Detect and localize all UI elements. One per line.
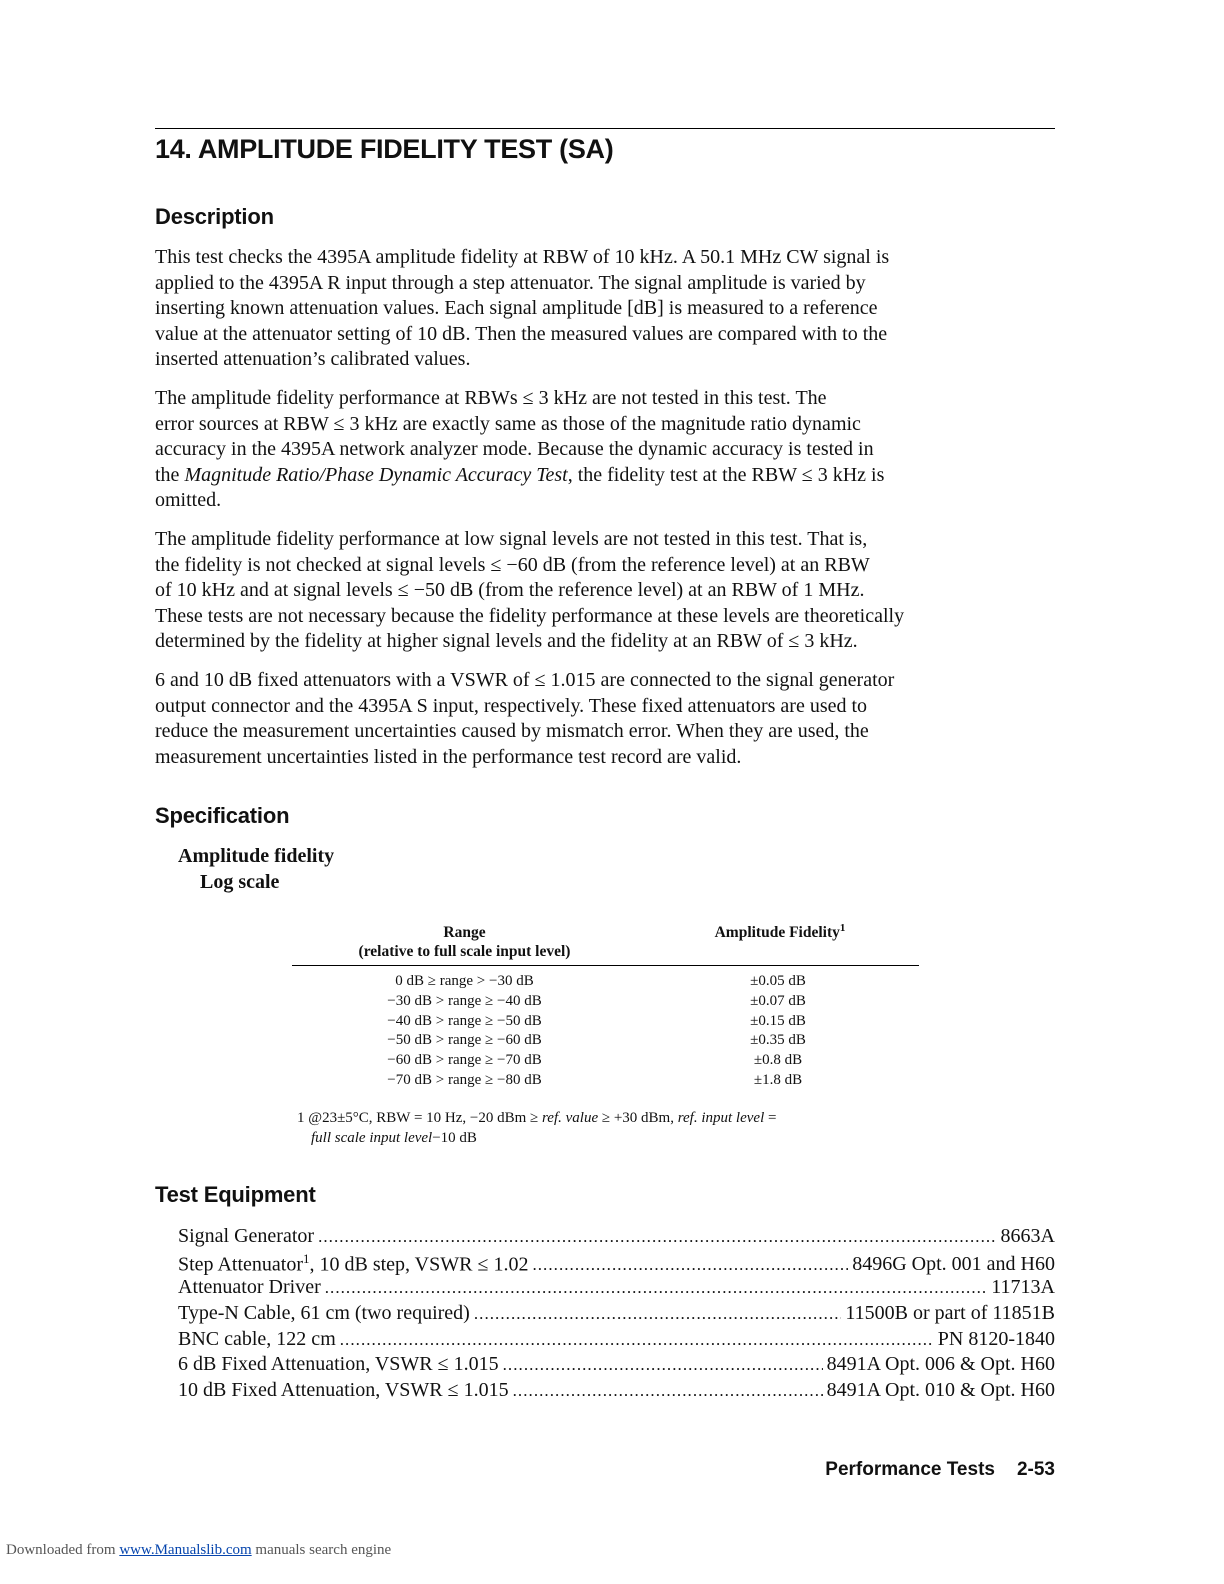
spec-label-amplitude-fidelity: Amplitude fidelity: [178, 845, 335, 867]
fidelity-cell: ±0.15 dB: [750, 1012, 806, 1029]
equipment-part: 8496G Opt. 001 and H60: [852, 1253, 1055, 1276]
fidelity-cell: ±0.05 dB: [750, 973, 806, 989]
equipment-name: [178, 1225, 314, 1248]
equipment-part: 11713A: [991, 1276, 1055, 1299]
table-footnote-line-1: [297, 1110, 776, 1127]
table-rule: [292, 965, 919, 966]
list-item: [178, 1353, 1055, 1379]
table-header-range: Range: [443, 924, 486, 941]
text-line: applied to the 4395A R input through a step attenuator. The signal amplitude is varied by: [155, 271, 866, 294]
dot-leader: [503, 1355, 823, 1375]
text-line: the fidelity is not checked at signal levels ≤ −60 dB (from the reference level) at an RBW: [155, 553, 870, 576]
text-line: [155, 463, 1055, 489]
list-item: [178, 1276, 1055, 1302]
spec-label-log-scale: Log scale: [200, 871, 280, 893]
table-header-fidelity: [640, 922, 920, 942]
test-reference: Magnitude Ratio/Phase Dynamic Accuracy Test: [184, 463, 568, 486]
text-fragment: ref. value: [542, 1110, 599, 1126]
equipment-name: [178, 1353, 499, 1376]
text-line: measurement uncertainties listed in the performance test record are valid.: [155, 745, 742, 768]
dot-leader: [474, 1304, 842, 1324]
text-fragment: Attenuator Driver: [178, 1276, 321, 1299]
range-cell: −40 dB > range ≥ −50 dB: [387, 1012, 542, 1029]
banner-prefix: Downloaded from: [6, 1542, 120, 1558]
specification-heading: Specification: [155, 803, 290, 828]
text-fragment: the: [155, 463, 185, 486]
fidelity-cell: ±0.07 dB: [750, 992, 806, 1009]
text-line: inserting known attenuation values. Each signal amplitude [dB] is measured to a reference: [155, 297, 878, 320]
fidelity-cell: ±1.8 dB: [753, 1071, 803, 1088]
text-fragment: , 10 dB step, VSWR ≤ 1.02: [309, 1253, 529, 1276]
dot-leader: [340, 1330, 934, 1350]
text-line: output connector and the 4395A S input, respectively. These fixed attenuators are used to: [155, 694, 868, 717]
equipment-name: [178, 1302, 470, 1325]
text-fragment: ≥ +30 dBm,: [598, 1110, 678, 1126]
text-fragment: 6 dB Fixed Attenuation, VSWR ≤ 1.015: [178, 1353, 499, 1376]
range-cell: −30 dB > range ≥ −40 dB: [387, 992, 542, 1009]
banner-suffix: manuals search engine: [251, 1542, 392, 1558]
description-heading: Description: [155, 204, 274, 229]
dot-leader: [318, 1227, 996, 1247]
table-row: [292, 1013, 919, 1033]
text-fragment: 10 dB Fixed Attenuation, VSWR ≤ 1.015: [178, 1379, 509, 1402]
text-fragment: ref. input level: [677, 1110, 765, 1126]
dot-leader: [325, 1278, 988, 1298]
text-line: error sources at RBW ≤ 3 kHz are exactly same as those of the magnitude ratio dynamic: [155, 412, 861, 435]
text-line: inserted attenuation’s calibrated values.: [155, 348, 471, 371]
description-paragraph-1: [155, 245, 1055, 373]
text-line: reduce the measurement uncertainties caused by mismatch error. When they are used, the: [155, 720, 869, 743]
range-cell: −50 dB > range ≥ −60 dB: [387, 1032, 542, 1049]
footnote-marker: 1: [302, 1250, 310, 1266]
text-fragment: Signal Generator: [178, 1225, 315, 1247]
equipment-name: [178, 1276, 321, 1299]
list-item: [178, 1328, 1055, 1354]
equipment-part: 11500B or part of 11851B: [845, 1302, 1055, 1325]
list-item: [178, 1302, 1055, 1328]
text-line: The amplitude fidelity performance at low signal levels are not tested in this test. That is,: [155, 528, 868, 550]
table-row: [292, 1032, 919, 1052]
table-header-range-note: (relative to full scale input level): [358, 943, 571, 960]
range-cell: −60 dB > range ≥ −70 dB: [387, 1052, 542, 1069]
text-line: determined by the fidelity at higher signal levels and the fidelity at an RBW of ≤ 3 kHz.: [155, 630, 858, 653]
table-row: [292, 1072, 919, 1092]
range-cell: 0 dB ≥ range > −30 dB: [395, 973, 534, 989]
list-item: [178, 1379, 1055, 1405]
equipment-name: [178, 1328, 336, 1351]
table-row: [292, 973, 919, 993]
page-title: 14. AMPLITUDE FIDELITY TEST (SA): [155, 134, 614, 164]
manualslib-link[interactable]: www.Manualslib.com: [119, 1542, 252, 1558]
text-fragment: , the fidelity test at the RBW ≤ 3 kHz is: [567, 463, 885, 486]
dot-leader: [513, 1381, 823, 1401]
fidelity-table: [292, 973, 919, 1092]
text-line: value at the attenuator setting of 10 dB. Then the measured values are compared with to the: [155, 322, 888, 345]
text-line: of 10 kHz and at signal levels ≤ −50 dB (from the reference level) at an RBW of 1 MHz.: [155, 579, 865, 602]
equipment-part: 8663A: [1000, 1225, 1055, 1247]
list-item: [178, 1225, 1055, 1251]
text-fragment: BNC cable, 122 cm: [178, 1327, 336, 1350]
equipment-list: [178, 1225, 1055, 1405]
text-line: omitted.: [155, 489, 222, 512]
equipment-name: [178, 1379, 509, 1402]
description-paragraph-3: [155, 527, 1055, 655]
text-line: accuracy in the 4395A network analyzer mode. Because the dynamic accuracy is tested in: [155, 438, 874, 461]
description-paragraph-4: [155, 668, 1055, 770]
footer-section: Performance Tests: [825, 1459, 995, 1480]
text-fragment: =: [764, 1110, 777, 1126]
list-item: [178, 1251, 1055, 1277]
text-fragment: Type-N Cable, 61 cm (two required): [178, 1302, 470, 1325]
equipment-name: [178, 1251, 528, 1277]
dot-leader: [532, 1255, 848, 1275]
text-line: The amplitude fidelity performance at RBWs ≤ 3 kHz are not tested in this test. The: [155, 387, 827, 409]
text-fragment: 1 @23±5°C, RBW = 10 Hz, −20 dBm ≥: [297, 1110, 543, 1126]
table-row: [292, 993, 919, 1013]
text-fragment: Step Attenuator: [178, 1253, 303, 1276]
fidelity-cell: ±0.35 dB: [750, 1032, 806, 1049]
equipment-part: PN 8120-1840: [937, 1327, 1055, 1350]
test-equipment-heading: Test Equipment: [155, 1182, 316, 1207]
text-line: 6 and 10 dB fixed attenuators with a VSWR of ≤ 1.015 are connected to the signal generator: [155, 669, 895, 691]
footnote-marker: 1: [839, 922, 846, 934]
text-fragment: −10 dB: [432, 1130, 477, 1146]
fidelity-cell: ±0.8 dB: [753, 1052, 803, 1069]
table-row: [292, 1052, 919, 1072]
page-footer: [825, 1459, 1055, 1481]
page-number: 2-53: [1016, 1459, 1055, 1480]
header-text: Amplitude Fidelity: [714, 924, 840, 942]
range-cell: −70 dB > range ≥ −80 dB: [387, 1071, 542, 1088]
text-line: This test checks the 4395A amplitude fidelity at RBW of 10 kHz. A 50.1 MHz CW signal is: [155, 246, 890, 268]
equipment-part: 8491A Opt. 006 & Opt. H60: [826, 1353, 1055, 1376]
table-footnote-line-2: [311, 1130, 477, 1147]
equipment-part: 8491A Opt. 010 & Opt. H60: [826, 1379, 1055, 1402]
download-banner: [6, 1542, 391, 1559]
text-line: These tests are not necessary because the fidelity performance at these levels are theoretically: [155, 604, 905, 627]
top-rule: [155, 128, 1055, 129]
description-paragraph-2: [155, 386, 1055, 514]
text-fragment: full scale input level: [311, 1130, 433, 1146]
